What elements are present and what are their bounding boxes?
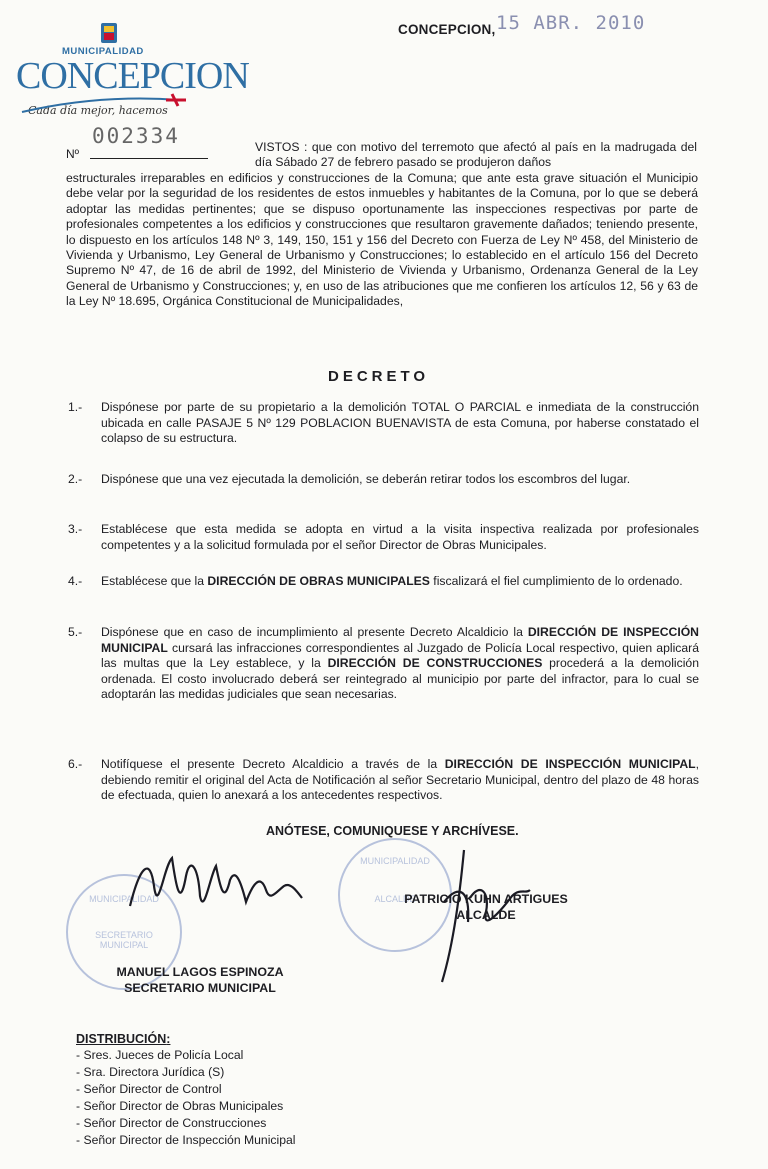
item-text-segment: Dispónese por parte de su propietario a la demolición TOTAL O PARCIAL e inmediata de la construcción ubicada en calle PASAJE 5 Nº 129 POBLACION BUENAVISTA de esta Comuna, por haberse constatado el colapso de su estructura.: [101, 400, 699, 446]
mayor-title: ALCALDE: [456, 908, 516, 922]
department-name: DIRECCIÓN DE OBRAS MUNICIPALES: [207, 574, 430, 588]
item-text-segment: , debiendo remitir el original del Acta de Notificación al señor Secretario Municipal, dentro del plazo de 48 horas de efectuada, quien lo anexará a los antecedentes respectivos.: [101, 757, 699, 803]
decree-number-label: Nº: [66, 147, 80, 161]
secretary-title: SECRETARIO MUNICIPAL: [124, 981, 276, 995]
distribution-item: - Señor Director de Obras Municipales: [76, 1099, 284, 1113]
item-text-segment: cursará las infracciones correspondientes al Juzgado de Policía Local respectivo, quien aplicará las multas que la Ley establece, y la: [101, 640, 699, 671]
decreto-item-text: [101, 400, 699, 447]
item-text-segment: Establécese que la: [101, 574, 208, 588]
decreto-item-text: [101, 625, 699, 703]
distribution-item: - Sra. Directora Jurídica (S): [76, 1065, 225, 1079]
decreto-item-number: 1.-: [68, 400, 83, 414]
vistos-body: estructurales irreparables en edificios y construcciones de la Comuna; que ante esta grave situación el Municipio debe velar por la seguridad de los residentes de estos inmuebles y habitantes de la Comuna, por lo que se deberá adoptar las medidas pertinentes; que se dispuso oportunamente las inspecciones respectivas por parte de profesionales competentes a los edificios y construcciones que resultaron gravemente dañados; teniendo presente, lo dispuesto en los artículos 148 Nº 3, 149, 150, 151 y 156 del Decreto con Fuerza de Ley Nº 458, del Ministerio de Vivienda y Urbanismo, Ley General de Urbanismo y Construcciones; lo establecido en el artículo 156 del Decreto Supremo Nº 47, de 16 de abril de 1992, del Ministerio de Vivienda y Urbanismo, Ordenanza General de la Ley General de Urbanismo y Construcciones; y, en uso de las atribuciones que me confieren los artículos 12, 56 y 63 de la Ley Nº 18.695, Orgánica Constitucional de Municipalidades,: [66, 171, 698, 309]
decreto-item-text: [101, 757, 699, 804]
logo-top-text: MUNICIPALIDAD: [62, 46, 144, 57]
decreto-item-text: [101, 574, 699, 590]
seal-text: SECRETARIO MUNICIPAL: [95, 930, 153, 950]
distribution-title-text: DISTRIBUCIÓN: [76, 1032, 167, 1046]
decreto-item-number: 2.-: [68, 472, 83, 486]
decreto-item-number: 5.-: [68, 625, 83, 639]
decreto-item-number: 6.-: [68, 757, 83, 771]
decree-number-stamp: 002334: [92, 124, 180, 148]
coat-of-arms-icon: [100, 22, 118, 44]
seal-text: MUNICIPALIDAD: [360, 856, 430, 866]
city-heading: CONCEPCION,: [398, 22, 496, 37]
decreto-item-number: 3.-: [68, 522, 83, 536]
decreto-item-text: [101, 522, 699, 553]
secretary-signature-block: [90, 964, 310, 996]
municipal-logo: [14, 20, 249, 130]
item-text-segment: fiscalizará el fiel cumplimiento de lo ordenado.: [429, 574, 683, 588]
logo-main-text: CONCEPCION: [16, 55, 249, 97]
department-name: DIRECCIÓN DE CONSTRUCCIONES: [327, 656, 543, 671]
distribution-item: - Sres. Jueces de Policía Local: [76, 1048, 244, 1062]
decree-number-line: [90, 158, 208, 159]
decreto-item-number: 4.-: [68, 574, 83, 588]
secretary-signature-icon: [120, 846, 320, 926]
item-text-segment: Establécese que esta medida se adopta en virtud a la visita inspectiva realizada por profesionales competentes y a la solicitud formulada por el señor Director de Obras Municipales.: [101, 522, 699, 552]
distribution-item: - Señor Director de Inspección Municipal: [76, 1133, 296, 1147]
closing-formula: ANÓTESE, COMUNIQUESE Y ARCHÍVESE.: [266, 824, 519, 838]
distribution-colon: :: [166, 1032, 171, 1046]
department-name: DIRECCIÓN DE INSPECCIÓN MUNICIPAL: [444, 757, 696, 771]
secretary-name: MANUEL LAGOS ESPINOZA: [116, 965, 284, 979]
department-name: DIRECCIÓN DE INSPECCIÓN MUNICIPAL: [101, 625, 699, 655]
seal-text: MUNICIPALIDAD: [89, 894, 159, 904]
decreto-title: DECRETO: [328, 368, 430, 385]
decreto-item-text: [101, 472, 699, 488]
item-text-segment: Dispónese que en caso de incumplimiento al presente Decreto Alcaldicio la: [101, 625, 528, 639]
distribution-list: [76, 1047, 295, 1149]
date-stamp: 15 ABR. 2010: [496, 12, 646, 34]
logo-swoosh-icon: [20, 92, 190, 116]
seal-text: ALCALDE: [374, 894, 416, 904]
item-text-segment: Dispónese que una vez ejecutada la demolición, se deberán retirar todos los escombros del lugar.: [101, 472, 631, 486]
mayor-name: PATRICIO KUHN ARTIGUES: [404, 892, 568, 906]
distribution-item: - Señor Director de Construcciones: [76, 1116, 267, 1130]
item-text-segment: procederá a la demolición ordenada. El costo involucrado deberá ser reintegrado al municipio por parte del infractor, para lo cual se adoptarán las medidas judiciales que sean necesarias.: [101, 656, 699, 702]
item-text-segment: Notifíquese el presente Decreto Alcaldicio a través de la: [101, 757, 445, 771]
logo-tagline: Cada día mejor, hacemos: [28, 104, 168, 117]
mayor-signature-block: [376, 891, 596, 923]
distribution-item: - Señor Director de Control: [76, 1082, 222, 1096]
distribution-title: [76, 1032, 170, 1046]
vistos-first-line: VISTOS : que con motivo del terremoto que afectó al país en la madrugada del día Sábado 27 de febrero pasado se produjeron daños: [255, 140, 697, 170]
